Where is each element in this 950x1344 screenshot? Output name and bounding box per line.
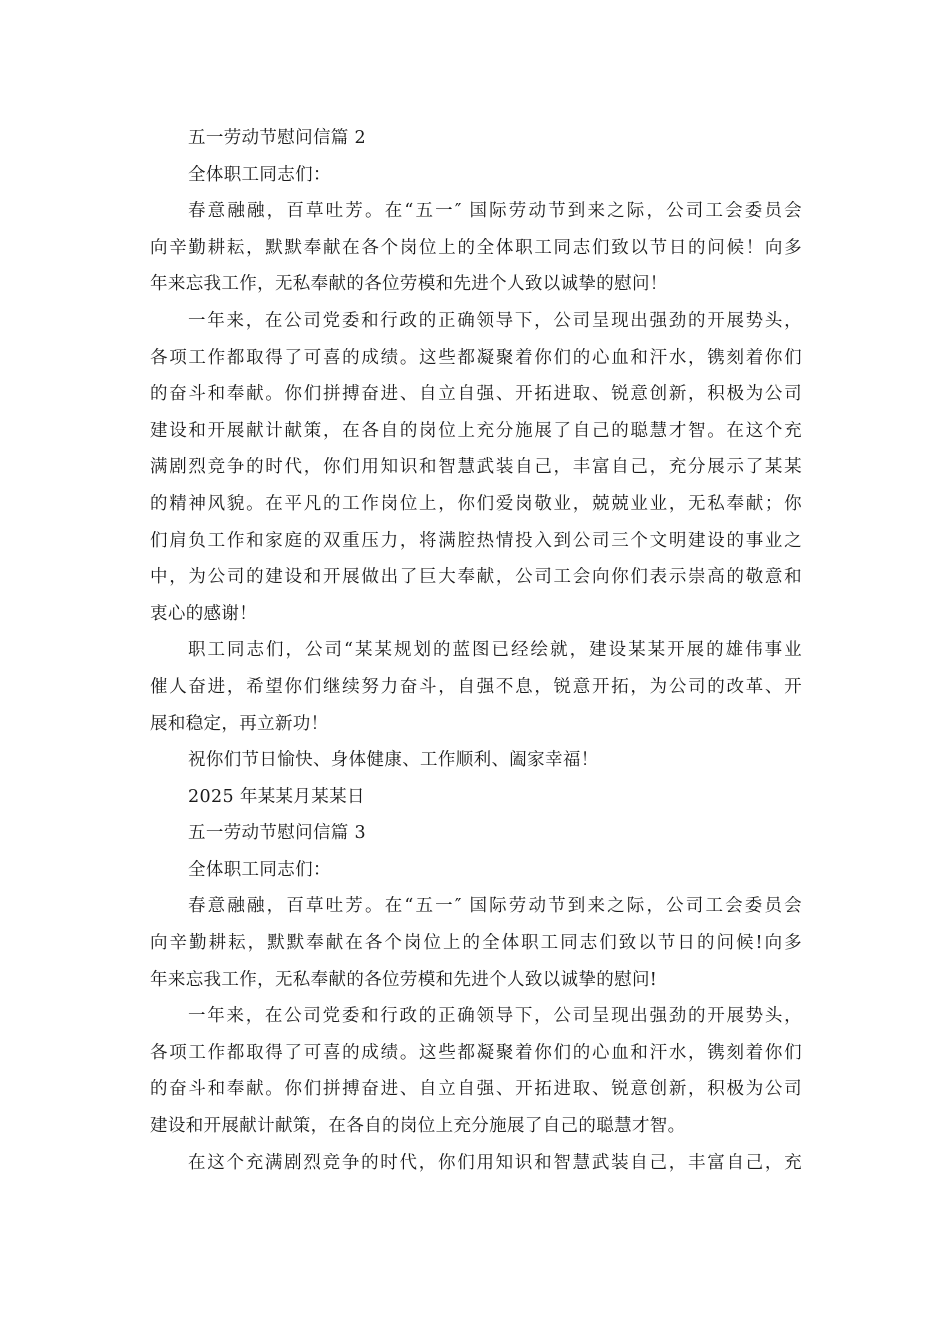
text-line: 一年来，在公司党委和行政的正确领导下，公司呈现出强劲的开展势头， [188,310,802,331]
text-line: 的奋斗和奉献。你们拼搏奋进、自立自强、开拓进取、锐意创新，积极为公司 [150,384,802,405]
text-line: 的精神风貌。在平凡的工作岗位上，你们爱岗敬业，兢兢业业，无私奉献；你 [150,493,802,514]
text-line: 的奋斗和奉献。你们拼搏奋进、自立自强、开拓进取、锐意创新，积极为公司 [150,1079,802,1100]
text-line: 满剧烈竞争的时代，你们用知识和智慧武装自己，丰富自己，充分展示了某某 [150,457,802,478]
text-line: 建设和开展献计献策，在各自的岗位上充分施展了自己的聪慧才智。在这个充 [150,420,802,441]
text-line: 一年来，在公司党委和行政的正确领导下，公司呈现出强劲的开展势头， [188,1006,802,1027]
text-line: 全体职工同志们： [188,164,331,185]
text-line: 五一劳动节慰问信篇 3 [188,823,367,844]
text-line: 祝你们节日愉快、身体健康、工作顺利、阖家幸福！ [188,750,599,771]
document-page [150,120,802,1181]
text-line: 五一劳动节慰问信篇 2 [188,128,367,148]
text-line: 2025 年某某月某某日 [188,786,365,807]
text-line: 向辛勤耕耘，默默奉献在各个岗位上的全体职工同志们致以节日的问候!向多 [150,933,802,954]
text-line: 衷心的感谢！ [150,603,258,624]
text-line: 春意融融，百草吐芳。在“五一″ 国际劳动节到来之际，公司工会委员会 [188,896,802,917]
text-line: 春意融融，百草吐芳。在“五一″ 国际劳动节到来之际，公司工会委员会 [188,201,802,222]
text-line: 向辛勤耕耘，默默奉献在各个岗位上的全体职工同志们致以节日的问候！向多 [150,237,802,258]
text-line: 各项工作都取得了可喜的成绩。这些都凝聚着你们的心血和汗水，镌刻着你们 [150,347,802,368]
text-line: 催人奋进，希望你们继续努力奋斗，自强不息，锐意开拓，为公司的改革、开 [150,676,802,697]
text-line: 建设和开展献计献策，在各自的岗位上充分施展了自己的聪慧才智。 [150,1116,686,1137]
text-line: 年来忘我工作，无私奉献的各位劳模和先进个人致以诚挚的慰问！ [150,274,668,295]
text-line: 各项工作都取得了可喜的成绩。这些都凝聚着你们的心血和汗水，镌刻着你们 [150,1042,802,1063]
text-line: 中，为公司的建设和开展做出了巨大奉献，公司工会向你们表示崇高的敬意和 [150,567,802,588]
text-line: 年来忘我工作，无私奉献的各位劳模和先进个人致以诚挚的慰问! [150,969,658,990]
text-line: 职工同志们，公司“某某规划的蓝图已经绘就，建设某某开展的雄伟事业 [188,640,802,661]
text-line: 全体职工同志们： [188,859,331,880]
text-line: 展和稳定，再立新功！ [150,713,329,734]
text-line: 们肩负工作和家庭的双重压力，将满腔热情投入到公司三个文明建设的事业之 [150,530,802,551]
text-line: 在这个充满剧烈竞争的时代，你们用知识和智慧武装自己，丰富自己，充 [188,1152,802,1173]
